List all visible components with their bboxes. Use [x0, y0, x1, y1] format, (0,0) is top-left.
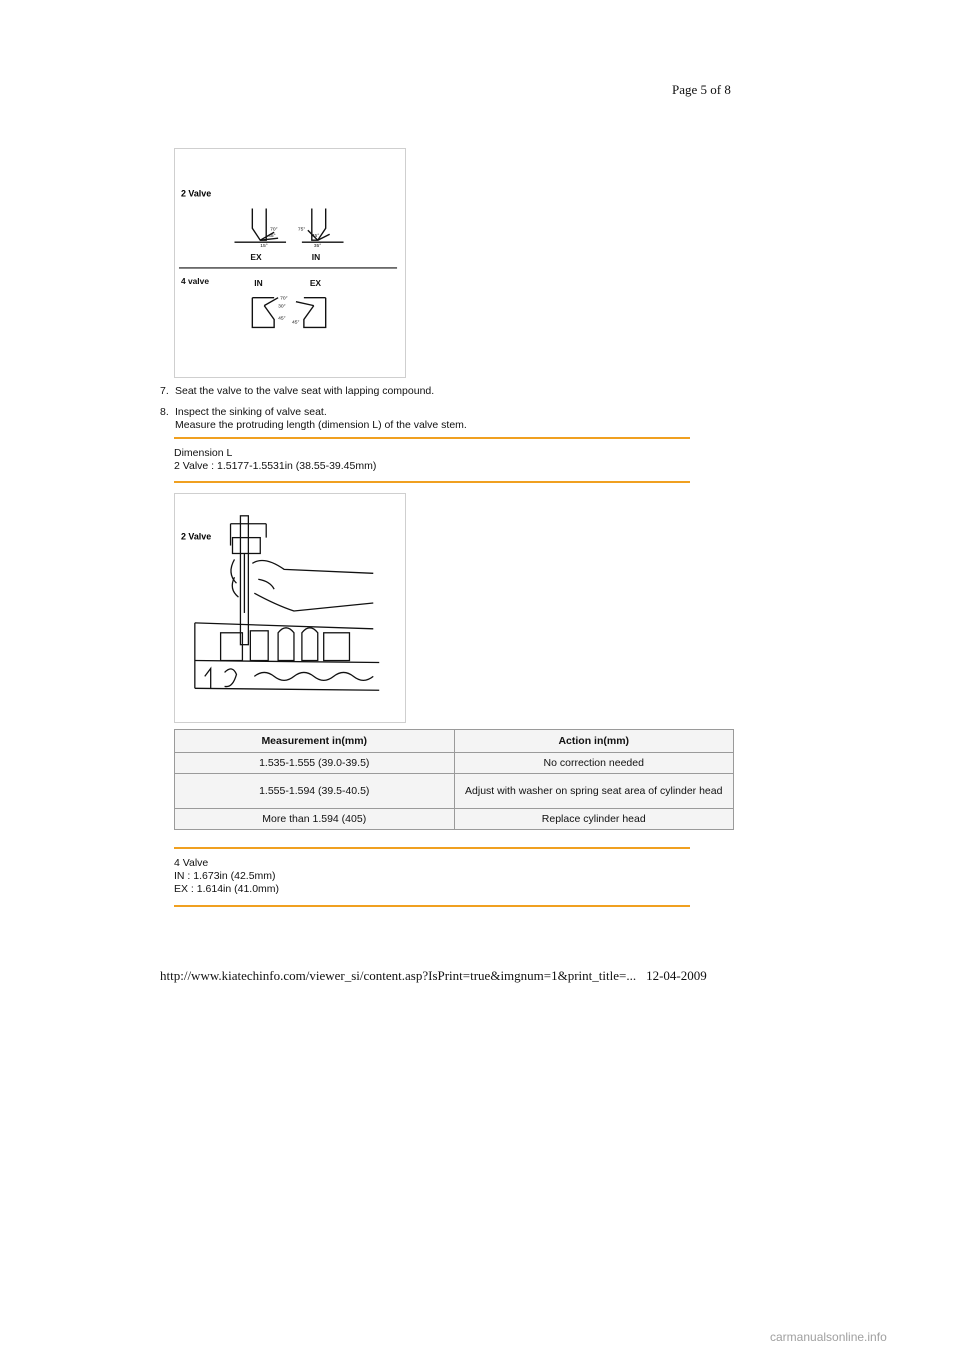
step-text: Measure the protruding length (dimension L) of the valve stem. — [175, 419, 467, 431]
label-ex-bottom: EX — [309, 277, 322, 288]
print-date: 12-04-2009 — [646, 968, 707, 983]
caliper-measurement-illustration — [174, 493, 406, 723]
watermark: carmanualsonline.info — [770, 1330, 887, 1344]
note-line: 2 Valve : 1.5177-1.5531in (38.55-39.45mm) — [174, 460, 377, 472]
page-number: Page 5 of 8 — [672, 82, 731, 97]
step-text: Inspect the sinking of valve seat. — [175, 406, 327, 418]
table-cell: More than 1.594 (405) — [175, 809, 455, 830]
angle-label: 45° — [291, 320, 300, 326]
table-row — [175, 809, 734, 830]
angle-label: 15° — [260, 244, 268, 250]
label-in-top: IN — [311, 252, 321, 263]
table-cell: 1.555-1.594 (39.5-40.5) — [175, 774, 455, 809]
table-cell: Replace cylinder head — [454, 809, 734, 830]
note-line: EX : 1.614in (41.0mm) — [174, 883, 280, 895]
label-in-bottom: IN — [254, 277, 263, 288]
valve-seat-angle-svg — [175, 149, 405, 377]
procedure-steps — [160, 385, 467, 440]
angle-label: 45° — [311, 234, 320, 240]
label-ex-top: EX — [250, 252, 262, 263]
step-number: 8. — [160, 406, 169, 418]
table-cell: Adjust with washer on spring seat area of cylinder head — [454, 774, 734, 809]
table-row — [175, 774, 734, 809]
dimension-note — [174, 437, 690, 483]
caliper-measurement-svg — [175, 494, 405, 722]
label-4-valve: 4 valve — [180, 275, 210, 286]
angle-label: 70° — [270, 227, 278, 233]
angle-label: 75° — [297, 227, 306, 233]
step-8 — [160, 406, 467, 432]
four-valve-note — [174, 847, 690, 907]
note-line: Dimension L — [174, 447, 233, 459]
step-7 — [160, 385, 467, 398]
table-cell: 1.535-1.555 (39.0-39.5) — [175, 753, 455, 774]
table-header-row — [175, 730, 734, 753]
label-2-valve: 2 Valve — [180, 188, 212, 199]
table-cell: No correction needed — [454, 753, 734, 774]
label-2-valve-measure: 2 Valve — [180, 531, 212, 542]
table-row — [175, 753, 734, 774]
valve-seat-angle-diagram — [174, 148, 406, 378]
step-number: 7. — [160, 385, 169, 397]
step-text: Seat the valve to the valve seat with lapping compound. — [175, 385, 435, 397]
angle-label: 30° — [278, 304, 286, 310]
note-line: 4 Valve — [174, 857, 209, 869]
source-url: http://www.kiatechinfo.com/viewer_si/content.asp?IsPrint=true&imgnum=1&print_title=... — [160, 968, 637, 983]
column-header-action: Action in(mm) — [454, 730, 734, 753]
angle-label: 35° — [313, 244, 322, 250]
note-line: IN : 1.673in (42.5mm) — [174, 870, 276, 882]
angle-label: 45° — [268, 234, 276, 240]
page-footer — [160, 968, 707, 984]
angle-label: 70° — [280, 296, 288, 302]
measurement-action-table — [174, 729, 734, 830]
angle-label: 45° — [278, 316, 286, 322]
column-header-measurement: Measurement in(mm) — [175, 730, 455, 753]
